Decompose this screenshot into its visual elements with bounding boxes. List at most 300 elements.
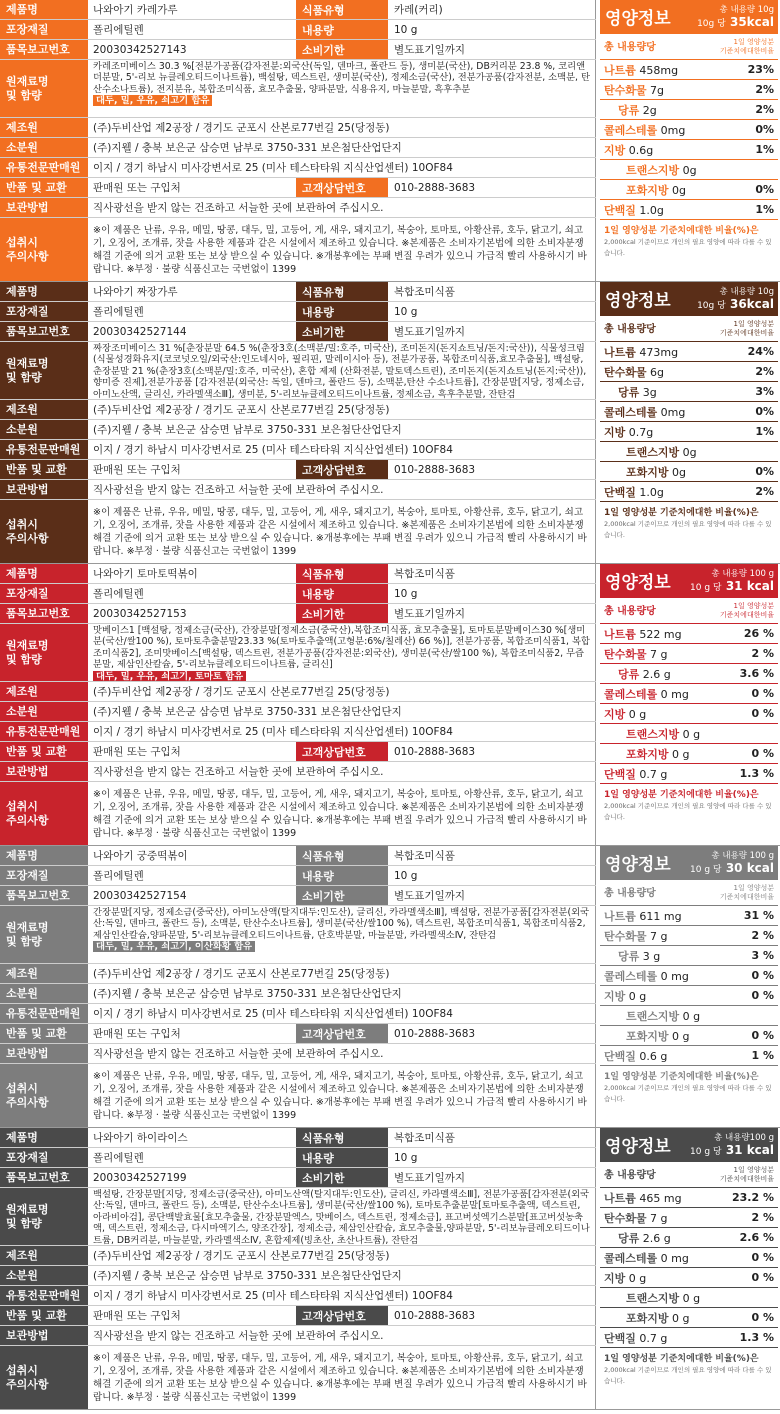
ingredients-text: 간장분말[지당, 정제소금(중국산), 아미노산액(탈지대두:인도산), 글리신, 카라멜색소Ⅲ], 백설탕, 전분가공품[감자전분(외국산:독일, 덴마크, 폴란드 등), 소맥분, 탄산수소나트륨], 생미분(국산/쌀100 %), 덱스트린, 복합조미식품1, 복합조미식품2, 제삼인산칼슘,양파분말, 5'-리보뉴클레오티드이나트륨, 단호박분말, 마늘분말, 카라멜색소Ⅳ, 잔탄검 — [93, 907, 590, 941]
row-caution — [0, 1064, 596, 1127]
storage: 직사광선을 받지 않는 건조하고 서늘한 곳에 보관하여 주십시오. — [93, 1329, 384, 1342]
nutrient-sodium — [600, 624, 778, 644]
kcal: 35kcal — [729, 15, 774, 29]
row-report — [0, 322, 596, 342]
nutrition-title: 영양정보 — [605, 855, 671, 875]
caution: ※이 제품은 난류, 우유, 메밀, 땅콩, 대두, 밀, 고등어, 게, 새우, 돼지고기, 복숭아, 토마토, 아황산류, 호두, 닭고기, 쇠고기, 오징어, 조개류, 잣을 사용한 제품과 같은 시설에서 제조하고 있습니다. ※본제품은 소비자기본법에 의한 소비자분쟁해결 기준에 의거 교환 또는 보상 받으실 수 있습니다. ※개봉후에는 부패 변질 우려가 있으니 가급적 빨리 사용하시기 바랍니다. ※부정 · 불량 식품신고는 국번없이 1399 — [93, 224, 587, 275]
nutrient-percent: 3.6 % — [739, 667, 774, 680]
nutrient-percent: 0 % — [751, 687, 774, 700]
package-material: 폴리에틸렌 — [93, 588, 144, 600]
nutrient-amount: 7 g — [650, 929, 668, 943]
product-info-table — [0, 846, 596, 1128]
footnote-text: 1일 영양성분 기준치에대한 비율(%)은 — [604, 1072, 759, 1082]
nutrient-label: 나트륨 — [604, 627, 636, 641]
row-caution — [0, 500, 596, 563]
nutrient-amount: 0.6 g — [639, 1049, 668, 1063]
row-report — [0, 604, 596, 624]
base-label: 총 내용량당 — [604, 324, 656, 335]
nutrient-amount: 7g — [650, 83, 664, 97]
nutrient-percent: 0 % — [751, 1271, 774, 1284]
nutrient-amount: 458mg — [639, 63, 679, 77]
expiry: 별도표기일까지 — [394, 326, 466, 338]
nutrition-table — [600, 846, 778, 1128]
nutrient-amount: 0g — [672, 183, 686, 197]
nutrient-percent: 0 % — [751, 707, 774, 720]
row-seller — [0, 138, 596, 158]
total-volume: 총 내용량100 g — [714, 1133, 774, 1143]
nutrition-footnote — [600, 506, 778, 543]
report-number: 20030342527143 — [93, 43, 187, 56]
nutrient-label: 탄수화물 — [604, 647, 647, 661]
product-name: 나와아기 궁중떡볶이 — [93, 850, 188, 862]
per-amount: 10 g 당 — [690, 1147, 722, 1157]
nutrient-label: 트랜스지방 — [626, 727, 680, 741]
label-volume: 내용량 — [296, 302, 388, 321]
exchange: 판매원 또는 구입처 — [93, 1028, 181, 1040]
nutrient-label: 트랜스지방 — [626, 1291, 680, 1305]
nutrient-percent: 26 % — [743, 627, 774, 640]
label-maker: 제조원 — [0, 682, 88, 701]
nutrient-percent: 2% — [755, 365, 774, 378]
label-report-no: 품목보고번호 — [0, 322, 88, 341]
nutrition-base-row — [600, 882, 778, 906]
nutrient-label: 콜레스테롤 — [604, 405, 658, 419]
nutrition-header — [600, 0, 778, 34]
nutrient-percent: 24% — [747, 345, 774, 358]
expiry: 별도표기일까지 — [394, 1172, 466, 1184]
nutrient-sodium — [600, 906, 778, 926]
nutrient-amount: 2g — [642, 103, 657, 117]
nutrient-amount: 0.7 g — [639, 1331, 668, 1345]
label-caution: 섭취시 주의사항 — [0, 500, 88, 563]
nutrient-amount: 522 mg — [639, 627, 682, 641]
label-volume: 내용량 — [296, 20, 388, 39]
nutrient-label: 지방 — [604, 989, 626, 1003]
expiry: 별도표기일까지 — [394, 890, 466, 902]
ingredients — [89, 624, 596, 681]
nutrient-label: 탄수화물 — [604, 929, 647, 943]
expiry: 별도표기일까지 — [394, 44, 466, 56]
exchange: 판매원 또는 구입처 — [93, 464, 181, 476]
nutrition-table — [600, 564, 778, 846]
seller: (주)지웰 / 충북 보은군 삼승면 남부로 3750-331 보은첨단산업단지 — [93, 1269, 402, 1282]
nutrient-percent: 2% — [755, 103, 774, 116]
nutrient-label: 탄수화물 — [604, 365, 647, 379]
nutrient-amount: 0 g — [628, 1271, 647, 1285]
row-storage — [0, 762, 596, 782]
storage: 직사광선을 받지 않는 건조하고 서늘한 곳에 보관하여 주십시오. — [93, 765, 384, 778]
nutrition-base-row — [600, 1164, 778, 1188]
nutrient-label: 나트륨 — [604, 63, 636, 77]
row-caution — [0, 1346, 596, 1409]
nutrition-footnote — [600, 224, 778, 261]
nutrition-title: 영양정보 — [605, 9, 671, 29]
nutrient-label: 나트륨 — [604, 909, 636, 923]
row-caution — [0, 782, 596, 845]
base-note: 1일 영양성분 기준치에대한비율 — [719, 1166, 774, 1183]
total-volume: 총 내용량 100 g — [711, 851, 774, 861]
consult-phone: 010-2888-3683 — [394, 745, 476, 758]
nutrient-amount: 0 mg — [660, 1251, 689, 1265]
nutrient-percent: 2 % — [751, 1211, 774, 1224]
consult-phone: 010-2888-3683 — [394, 1027, 476, 1040]
row-maker — [0, 400, 596, 420]
footnote-text: 1일 영양성분 기준치에대한 비율(%)은 — [604, 508, 759, 518]
package-material: 폴리에틸렌 — [93, 306, 144, 318]
label-consult: 고객상담번호 — [296, 178, 388, 197]
nutrient-sugar — [600, 946, 778, 966]
nutrition-table — [600, 1128, 778, 1410]
label-product-name: 제품명 — [0, 0, 88, 19]
maker: (주)두비산업 제2공장 / 경기도 군포시 산본로77번길 25(당정동) — [93, 685, 390, 698]
ingredients-text: 맛베이스1 [백설탕, 정제소금(국산), 간장분말[정제소금(중국산),복합조미식품, 효모추출물], 토마토분말베이스30 %[생미분(국산/쌀100 %), 토마토추출분말23.33 %(토마토추출액(고형분:6%/칠레산) 66 %)], 전분가공품, 복합조미식품1, 복합조미식품2], 조미맛베이스[백설탕, 덱스트린, 전분가공품(감자전분:외국산), 생미분(국산/쌀100 %), 복합조미식품2, 무즙분말, 제삼인산칼슘, 5'-리보뉴클레오티드이나트륨, 글리신] — [93, 625, 590, 671]
label-consult: 고객상담번호 — [296, 1306, 388, 1325]
package-material: 폴리에틸렌 — [93, 870, 144, 882]
nutrient-protein — [600, 482, 778, 502]
label-distributor: 유통전문판매원 — [0, 1286, 88, 1305]
nutrient-label: 포화지방 — [626, 183, 669, 197]
label-maker: 제조원 — [0, 118, 88, 137]
exchange: 판매원 또는 구입처 — [93, 746, 181, 758]
label-maker: 제조원 — [0, 400, 88, 419]
nutrient-amount: 1.0g — [639, 203, 664, 217]
row-maker — [0, 118, 596, 138]
base-note: 1일 영양성분 기준치에대한비율 — [719, 320, 774, 337]
per-kcal — [690, 861, 774, 875]
nutrient-amount: 0.7g — [628, 425, 654, 439]
maker: (주)두비산업 제2공장 / 경기도 군포시 산본로77번길 25(당정동) — [93, 1249, 390, 1262]
nutrient-label: 탄수화물 — [604, 1211, 647, 1225]
product-info-table — [0, 282, 596, 564]
footnote-text: 1일 영양성분 기준치에대한 비율(%)은 — [604, 790, 759, 800]
nutrient-protein — [600, 200, 778, 220]
row-ingredients — [0, 60, 596, 118]
nutrition-header — [600, 564, 778, 598]
row-distributor — [0, 158, 596, 178]
storage: 직사광선을 받지 않는 건조하고 서늘한 곳에 보관하여 주십시오. — [93, 483, 384, 496]
ingredients-text: 백설탕, 간장분말[지당, 정제소금(중국산), 아미노산액(탈지대두:인도산), 글리신, 카라멜색소Ⅲ], 전분가공품[감자전분(외국산:독일, 덴마크, 폴란드 등), 소맥분, 탄산수소나트륨], 생미분(국산/쌀100 %), 토마토추출분말[토마토추출액, 덱스트린, 아라비아검], 콩단백발효물[효모추출물, 간장분말엑스, 맛베이스, 덱스트린, 정제소금], 표고버섯엑기스분말[표고버섯농축액, 덱스트린, 정제소금, 다시마엑기스, 양조간장], 정제소금, 제삼인산칼슘, 효모추출물,양파분말, 5'-리보뉴클레오티드이나트륨, DB커리분, 마늘분말, 카라멜색소Ⅳ, 혼합제제(빙초산, 초산나트륨), 잔탄검 — [93, 1189, 590, 1245]
nutrient-amount: 0 g — [672, 1029, 690, 1043]
label-exchange: 반품 및 교환 — [0, 1024, 88, 1043]
row-exchange — [0, 1306, 596, 1326]
label-report-no: 품목보고번호 — [0, 40, 88, 59]
per-kcal — [697, 15, 774, 29]
nutrient-cholesterol — [600, 684, 778, 704]
nutrient-percent: 2 % — [751, 647, 774, 660]
label-distributor: 유통전문판매원 — [0, 440, 88, 459]
caution: ※이 제품은 난류, 우유, 메밀, 땅콩, 대두, 밀, 고등어, 게, 새우, 돼지고기, 복숭아, 토마토, 아황산류, 호두, 닭고기, 쇠고기, 오징어, 조개류, 잣을 사용한 제품과 같은 시설에서 제조하고 있습니다. ※본제품은 소비자기본법에 의한 소비자분쟁해결 기준에 의거 교환 또는 보상 받으실 수 있습니다. ※개봉후에는 부패 변질 우려가 있으니 가급적 빨리 사용하시기 바랍니다. ※부정 · 불량 식품신고는 국번없이 1399 — [93, 1352, 587, 1403]
base-label: 총 내용량당 — [604, 42, 656, 53]
product-section — [0, 564, 780, 846]
ingredients — [89, 60, 596, 117]
nutrient-label: 지방 — [604, 1271, 626, 1285]
nutrient-label: 당류 — [618, 667, 640, 681]
nutrient-label: 콜레스테롤 — [604, 687, 658, 701]
label-seller: 소분원 — [0, 420, 88, 439]
label-storage: 보관방법 — [0, 762, 88, 781]
row-report — [0, 886, 596, 906]
distributor: 이지 / 경기 하남시 미사강변서로 25 (미사 테스타타워 지식산업센터) 10OF84 — [93, 1289, 453, 1302]
label-report-no: 품목보고번호 — [0, 1168, 88, 1187]
expiry: 별도표기일까지 — [394, 608, 466, 620]
label-ingredients: 원재료명 및 함량 — [0, 624, 88, 681]
row-product-name — [0, 0, 596, 20]
label-package: 포장재질 — [0, 1148, 88, 1167]
nutrient-amount: 3g — [642, 385, 657, 399]
label-product-name: 제품명 — [0, 1128, 88, 1147]
nutrient-trans-fat — [600, 724, 778, 744]
nutrient-fat — [600, 422, 778, 442]
row-exchange — [0, 178, 596, 198]
nutrition-base-row — [600, 318, 778, 342]
label-consult: 고객상담번호 — [296, 460, 388, 479]
food-type: 카레(커리) — [394, 4, 443, 16]
nutrient-fat — [600, 704, 778, 724]
label-consult: 고객상담번호 — [296, 1024, 388, 1043]
product-info-table — [0, 564, 596, 846]
row-storage — [0, 480, 596, 500]
nutrient-percent: 0% — [755, 123, 774, 136]
caution: ※이 제품은 난류, 우유, 메밀, 땅콩, 대두, 밀, 고등어, 게, 새우, 돼지고기, 복숭아, 토마토, 아황산류, 호두, 닭고기, 쇠고기, 오징어, 조개류, 잣을 사용한 제품과 같은 시설에서 제조하고 있습니다. ※본제품은 소비자기본법에 의한 소비자분쟁해결 기준에 의거 교환 또는 보상 받으실 수 있습니다. ※개봉후에는 부패 변질 우려가 있으니 가급적 빨리 사용하시기 바랍니다. ※부정 · 불량 식품신고는 국번없이 1399 — [93, 1070, 587, 1121]
nutrient-amount: 3 g — [642, 949, 661, 963]
nutrient-amount: 0 g — [672, 747, 690, 761]
nutrient-sugar — [600, 664, 778, 684]
nutrient-amount: 0g — [682, 163, 697, 177]
product-section — [0, 846, 780, 1128]
label-seller: 소분원 — [0, 1266, 88, 1285]
label-food-type: 식품유형 — [296, 0, 388, 19]
ingredients-text: 카레조미베이스 30.3 %[전분가공품(감자전분:외국산(독일, 덴마크, 폴란드 등), 생미분(국산), DB커리분 23.8 %, 코리앤더분말, 5'-리보 뉴클레오티드이나트륨), 백설탕, 덱스트린, 생미분(국산), 정제소금(국산), 전분가공품(감자전분, 소맥분, 탄산수소나트륨), 전지분유, 복합조미식품, 효모추출물, 양파분말, 식용유지, 마늘분말, 흑후추분 — [93, 61, 590, 95]
row-ingredients — [0, 342, 596, 400]
label-seller: 소분원 — [0, 984, 88, 1003]
ingredients — [89, 1188, 596, 1245]
nutrient-label: 당류 — [618, 103, 640, 117]
nutrient-percent: 0 % — [751, 1029, 774, 1042]
per-amount: 10g 당 — [697, 19, 726, 29]
nutrient-amount: 0 g — [682, 1291, 701, 1305]
distributor: 이지 / 경기 하남시 미사강변서로 25 (미사 테스타타워 지식산업센터) 10OF84 — [93, 161, 453, 174]
label-exchange: 반품 및 교환 — [0, 178, 88, 197]
nutrient-percent: 1.3 % — [739, 1331, 774, 1344]
volume: 10 g — [394, 305, 418, 318]
caution: ※이 제품은 난류, 우유, 메밀, 땅콩, 대두, 밀, 고등어, 게, 새우, 돼지고기, 복숭아, 토마토, 아황산류, 호두, 닭고기, 쇠고기, 오징어, 조개류, 잣을 사용한 제품과 같은 시설에서 제조하고 있습니다. ※본제품은 소비자기본법에 의한 소비자분쟁해결 기준에 의거 교환 또는 보상 받으실 수 있습니다. ※개봉후에는 부패 변질 우려가 있으니 가급적 빨리 사용하시기 바랍니다. ※부정 · 불량 식품신고는 국번없이 1399 — [93, 506, 587, 557]
nutrient-amount: 0 g — [672, 1311, 690, 1325]
label-report-no: 품목보고번호 — [0, 604, 88, 623]
base-note: 1일 영양성분 기준치에대한비율 — [719, 884, 774, 901]
package-material: 폴리에틸렌 — [93, 1152, 144, 1164]
product-section — [0, 0, 780, 282]
label-expiry: 소비기한 — [296, 886, 388, 905]
row-distributor — [0, 1286, 596, 1306]
nutrient-sodium — [600, 60, 778, 80]
package-material: 폴리에틸렌 — [93, 24, 144, 36]
nutrient-amount: 0g — [672, 465, 686, 479]
nutrient-percent: 1.3 % — [739, 767, 774, 780]
footnote-text: 1일 영양성분 기준치에대한 비율(%)은 — [604, 226, 759, 236]
row-ingredients — [0, 1188, 596, 1246]
nutrient-percent: 3 % — [751, 949, 774, 962]
nutrient-amount: 0 mg — [660, 969, 689, 983]
storage: 직사광선을 받지 않는 건조하고 서늘한 곳에 보관하여 주십시오. — [93, 1047, 384, 1060]
nutrient-sugar — [600, 100, 778, 120]
nutrient-label: 단백질 — [604, 203, 636, 217]
row-product-name — [0, 846, 596, 866]
nutrient-label: 당류 — [618, 1231, 640, 1245]
per-kcal — [690, 579, 774, 593]
label-product-name: 제품명 — [0, 282, 88, 301]
nutrition-title: 영양정보 — [605, 1137, 671, 1157]
nutrient-percent: 0 % — [751, 1311, 774, 1324]
nutrient-label: 트랜스지방 — [626, 445, 680, 459]
food-type: 복합조미식품 — [394, 850, 455, 862]
label-storage: 보관방법 — [0, 1326, 88, 1345]
nutrient-amount: 611 mg — [639, 909, 682, 923]
footnote-text: 1일 영양성분 기준치에대한 비율(%)은 — [604, 1354, 759, 1364]
label-ingredients: 원재료명 및 함량 — [0, 60, 88, 117]
row-maker — [0, 964, 596, 984]
nutrient-label: 지방 — [604, 707, 626, 721]
nutrient-label: 포화지방 — [626, 465, 669, 479]
nutrient-label: 트랜스지방 — [626, 1009, 680, 1023]
volume: 10 g — [394, 587, 418, 600]
nutrient-percent: 1% — [755, 143, 774, 156]
label-food-type: 식품유형 — [296, 846, 388, 865]
row-ingredients — [0, 624, 596, 682]
nutrition-title: 영양정보 — [605, 291, 671, 311]
nutrient-amount: 0g — [682, 445, 697, 459]
nutrient-label: 콜레스테롤 — [604, 969, 658, 983]
consult-phone: 010-2888-3683 — [394, 463, 476, 476]
row-seller — [0, 420, 596, 440]
nutrient-percent: 0 % — [751, 747, 774, 760]
label-exchange: 반품 및 교환 — [0, 742, 88, 761]
nutrient-trans-fat — [600, 160, 778, 180]
label-package: 포장재질 — [0, 866, 88, 885]
row-maker — [0, 682, 596, 702]
nutrient-amount: 0 g — [682, 1009, 701, 1023]
total-volume: 총 내용량 10g — [719, 5, 774, 15]
allergen-badge: 대두, 밀, 우유, 쇠고기, 이산화황 함유 — [93, 941, 255, 952]
label-distributor: 유통전문판매원 — [0, 1004, 88, 1023]
row-product-name — [0, 1128, 596, 1148]
row-seller — [0, 1266, 596, 1286]
storage: 직사광선을 받지 않는 건조하고 서늘한 곳에 보관하여 주십시오. — [93, 201, 384, 214]
nutrient-percent: 0% — [755, 465, 774, 478]
consult-phone: 010-2888-3683 — [394, 181, 476, 194]
nutrient-protein — [600, 764, 778, 784]
report-number: 20030342527144 — [93, 325, 187, 338]
product-name: 나와아기 토마토떡볶이 — [93, 568, 198, 580]
food-type: 복합조미식품 — [394, 1132, 455, 1144]
nutrient-sat-fat — [600, 1308, 778, 1328]
nutrient-sugar — [600, 1228, 778, 1248]
label-caution: 섭취시 주의사항 — [0, 782, 88, 845]
nutrient-percent: 3% — [755, 385, 774, 398]
label-product-name: 제품명 — [0, 564, 88, 583]
nutrition-footnote — [600, 788, 778, 825]
base-note: 1일 영양성분 기준치에대한비율 — [719, 38, 774, 55]
label-exchange: 반품 및 교환 — [0, 460, 88, 479]
label-exchange: 반품 및 교환 — [0, 1306, 88, 1325]
nutrient-label: 단백질 — [604, 1331, 636, 1345]
nutrient-amount: 0 g — [628, 989, 647, 1003]
label-caution: 섭취시 주의사항 — [0, 1064, 88, 1127]
nutrition-footnote — [600, 1070, 778, 1107]
row-report — [0, 40, 596, 60]
row-report — [0, 1168, 596, 1188]
label-distributor: 유통전문판매원 — [0, 722, 88, 741]
row-storage — [0, 1326, 596, 1346]
total-volume: 총 내용량 100 g — [711, 569, 774, 579]
row-distributor — [0, 722, 596, 742]
nutrient-amount: 0mg — [660, 123, 686, 137]
nutrition-base-row — [600, 36, 778, 60]
product-name: 나와아기 카레가루 — [93, 4, 178, 16]
base-label: 총 내용량당 — [604, 888, 656, 899]
maker: (주)두비산업 제2공장 / 경기도 군포시 산본로77번길 25(당정동) — [93, 403, 390, 416]
per-kcal — [697, 297, 774, 311]
product-name: 나와아기 짜장가루 — [93, 286, 178, 298]
distributor: 이지 / 경기 하남시 미사강변서로 25 (미사 테스타타워 지식산업센터) 10OF84 — [93, 725, 453, 738]
report-number: 20030342527199 — [93, 1171, 187, 1184]
nutrient-label: 단백질 — [604, 767, 636, 781]
nutrient-label: 포화지방 — [626, 747, 669, 761]
nutrient-sodium — [600, 1188, 778, 1208]
nutrient-label: 당류 — [618, 385, 640, 399]
nutrient-percent: 0% — [755, 405, 774, 418]
nutrient-label: 나트륨 — [604, 345, 636, 359]
nutrient-amount: 2.6 g — [642, 1231, 671, 1245]
label-caution: 섭취시 주의사항 — [0, 218, 88, 281]
nutrient-fat — [600, 986, 778, 1006]
label-seller: 소분원 — [0, 138, 88, 157]
label-report-no: 품목보고번호 — [0, 886, 88, 905]
nutrient-sat-fat — [600, 462, 778, 482]
total-volume: 총 내용량 10g — [719, 287, 774, 297]
nutrient-percent: 23.2 % — [732, 1191, 774, 1204]
ingredients-text: 짜장조미베이스 31 %[춘장분말 64.5 %(춘장3호(소맥분/밀:호주, 미국산), 조미돈지(돈지쇼트닝/돈지:국산)), 식물성크림 (식물성경화유지(코코넛오일/외국산:인도네시아, 필리핀, 말레이시아 등), 전분가공품, 복합조미식품,효모추출물], 백설탕, 춘장분말 21 %(춘장3호(소맥분/밀:호주, 미국산), 혼합 제제 (산화전분, 말토덱스트린), 조미돈지(돈지쇼트닝(돈지:국산)), 향미증 진제],전분가공품 [감자전분(외국산: 독일, 덴마크, 폴란드 등), 소맥분,탄산 수소나트륨], 간장분말[지당, 정제소금, 아미노산액, 글리신, 카라멜색소Ⅲ], 생미분, 5'-리보뉴클레오티드이나트륨, 정제소금, 흑후추분말, 잔탄검 — [93, 343, 587, 399]
nutrient-fat — [600, 140, 778, 160]
nutrient-amount: 7 g — [650, 1211, 668, 1225]
nutrient-cholesterol — [600, 120, 778, 140]
product-info-table — [0, 1128, 596, 1410]
seller: (주)지웰 / 충북 보은군 삼승면 남부로 3750-331 보은첨단산업단지 — [93, 423, 402, 436]
row-storage — [0, 1044, 596, 1064]
nutrient-label: 단백질 — [604, 1049, 636, 1063]
nutrient-carb — [600, 80, 778, 100]
seller: (주)지웰 / 충북 보은군 삼승면 남부로 3750-331 보은첨단산업단지 — [93, 141, 402, 154]
nutrient-amount: 473mg — [639, 345, 679, 359]
base-label: 총 내용량당 — [604, 1170, 656, 1181]
nutrient-label: 탄수화물 — [604, 83, 647, 97]
nutrient-label: 콜레스테롤 — [604, 1251, 658, 1265]
row-package — [0, 20, 596, 40]
allergen-badge: 대두, 밀, 우유, 쇠고기 함유 — [93, 95, 212, 106]
per-kcal — [690, 1143, 774, 1157]
nutrient-amount: 465 mg — [639, 1191, 682, 1205]
nutrient-carb — [600, 926, 778, 946]
nutrient-amount: 0 mg — [660, 687, 689, 701]
label-product-name: 제품명 — [0, 846, 88, 865]
nutrient-cholesterol — [600, 402, 778, 422]
nutrient-label: 단백질 — [604, 485, 636, 499]
nutrient-carb — [600, 644, 778, 664]
label-volume: 내용량 — [296, 584, 388, 603]
per-amount: 10g 당 — [697, 301, 726, 311]
maker: (주)두비산업 제2공장 / 경기도 군포시 산본로77번길 25(당정동) — [93, 121, 390, 134]
label-storage: 보관방법 — [0, 198, 88, 217]
allergen-badge: 대두, 밀, 우유, 쇠고기, 토마토 함유 — [93, 671, 246, 681]
